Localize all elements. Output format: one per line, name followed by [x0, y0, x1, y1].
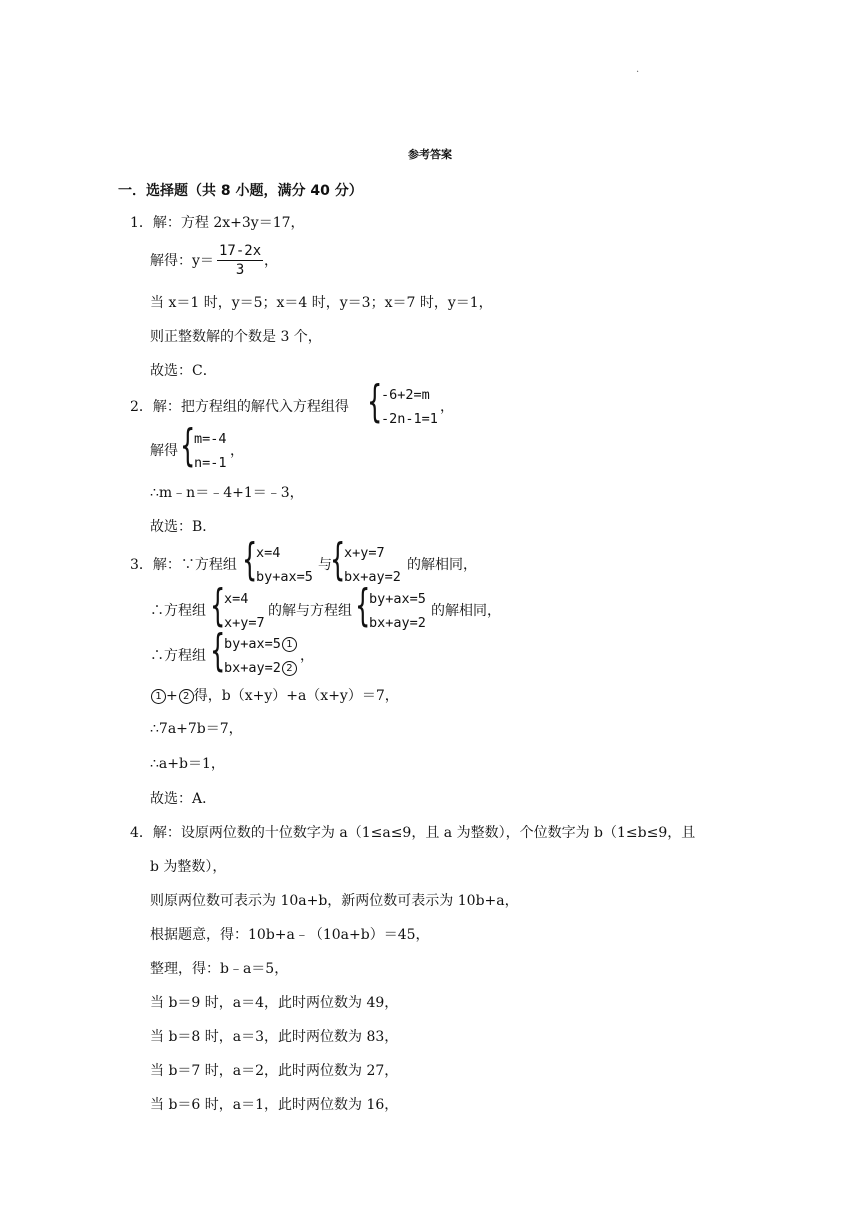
- q2-system-1: [367, 376, 447, 431]
- system-row-2: bx+ay=2: [344, 569, 401, 585]
- q4-line8: 当 b＝7 时，a＝2，此时两位数为 27，: [150, 1063, 399, 1079]
- q3-line1-c: 的解相同，: [407, 557, 477, 573]
- fraction-denominator: 3: [235, 262, 245, 278]
- q2-line1: 2．解：把方程组的解代入方程组得: [130, 399, 349, 415]
- q3-system-e: [210, 625, 310, 680]
- q4-line1: 4．解：设原两位数的十位数字为 a（1≤a≤9，且 a 为整数），个位数字为 b（1≤b≤9，且: [130, 825, 696, 841]
- brace-icon: {: [367, 376, 383, 427]
- q3-line1-b: 与: [318, 557, 332, 573]
- q4-line2: b 为整数），: [150, 859, 227, 875]
- q3-line1-a: 3．解：∵方程组: [130, 557, 237, 573]
- q1-line3: 当 x＝1 时，y＝5；x＝4 时，y＝3；x＝7 时，y＝1，: [150, 295, 493, 311]
- system-row-1: -6+2=m: [381, 387, 430, 403]
- system-row-2: by+ax=5: [256, 569, 313, 585]
- system-row-1: x=4: [224, 591, 249, 607]
- circled-two-icon: 2: [282, 661, 297, 676]
- circled-two-icon: 2: [179, 689, 194, 704]
- q3-line6: ∴a+b＝1，: [150, 756, 225, 772]
- system-row-2: bx+ay=2 2: [224, 659, 297, 677]
- system-row-1: by+ax=5 1: [224, 635, 297, 653]
- brace-icon: {: [355, 580, 371, 631]
- circled-one-icon: 1: [282, 637, 297, 652]
- system-row-1: m=-4: [194, 431, 227, 447]
- fraction-numerator: 17-2x: [219, 243, 262, 259]
- q1-fraction: [217, 242, 263, 279]
- circled-one-icon: 1: [151, 689, 166, 704]
- q3-line5: ∴7a+7b＝7，: [150, 721, 243, 737]
- q1-line1: 1．解：方程 2x+3y＝17，: [130, 215, 305, 231]
- system-row-1: by+ax=5: [369, 591, 426, 607]
- q4-line3: 则原两位数可表示为 10a+b，新两位数可表示为 10b+a，: [150, 893, 519, 909]
- q3-line2-c: 的解相同，: [431, 603, 501, 619]
- q2-line2: 解得: [150, 443, 178, 459]
- q3-line2-b: 的解与方程组: [268, 603, 352, 619]
- brace-icon: {: [210, 625, 226, 676]
- q4-line6: 当 b＝9 时，a＝4，此时两位数为 49，: [150, 995, 399, 1011]
- q2-line3: ∴m﹣n＝﹣4+1＝﹣3，: [150, 485, 304, 501]
- header-dot: .: [636, 64, 640, 75]
- q3-line4: 1 + 2 得，b（x+y）+a（x+y）＝7，: [150, 686, 399, 706]
- page-title: 参考答案: [408, 148, 452, 161]
- system-row-2: bx+ay=2: [369, 615, 426, 631]
- brace-icon: {: [180, 420, 196, 471]
- brace-icon: {: [330, 534, 346, 585]
- q1-line2-suffix: ，: [264, 253, 278, 269]
- brace-icon: {: [210, 580, 226, 631]
- q1-line5: 故选：C．: [150, 363, 217, 379]
- q4-line7: 当 b＝8 时，a＝3，此时两位数为 83，: [150, 1029, 399, 1045]
- q2-line1-suffix: ，: [440, 399, 454, 415]
- q3-line7: 故选：A．: [150, 791, 217, 807]
- q1-line4: 则正整数解的个数是 3 个，: [150, 329, 322, 345]
- system-row-2: x+y=7: [224, 615, 265, 631]
- q3-line3-a: ∴方程组: [150, 648, 206, 664]
- brace-icon: {: [242, 534, 258, 585]
- q3-line2-a: ∴方程组: [150, 603, 206, 619]
- q4-line9: 当 b＝6 时，a＝1，此时两位数为 16，: [150, 1097, 399, 1113]
- q3-system-a: [242, 534, 322, 589]
- q2-line2-suffix: ，: [230, 443, 244, 459]
- q3-system-d: [355, 580, 435, 635]
- q4-line4: 根据题意，得：10b+a﹣（10a+b）＝45，: [150, 927, 430, 943]
- q4-line5: 整理，得：b﹣a＝5，: [150, 961, 289, 977]
- q1-line2-prefix: 解得：y＝: [150, 253, 214, 269]
- system-row-1: x+y=7: [344, 545, 385, 561]
- system-row-2: -2n-1=1: [381, 411, 438, 427]
- q3-line3-b: ，: [300, 648, 314, 664]
- system-row-1: x=4: [256, 545, 281, 561]
- q2-line4: 故选：B．: [150, 519, 217, 535]
- system-row-2: n=-1: [194, 455, 227, 471]
- section-heading: 一．选择题（共 8 小题，满分 40 分）: [118, 183, 363, 199]
